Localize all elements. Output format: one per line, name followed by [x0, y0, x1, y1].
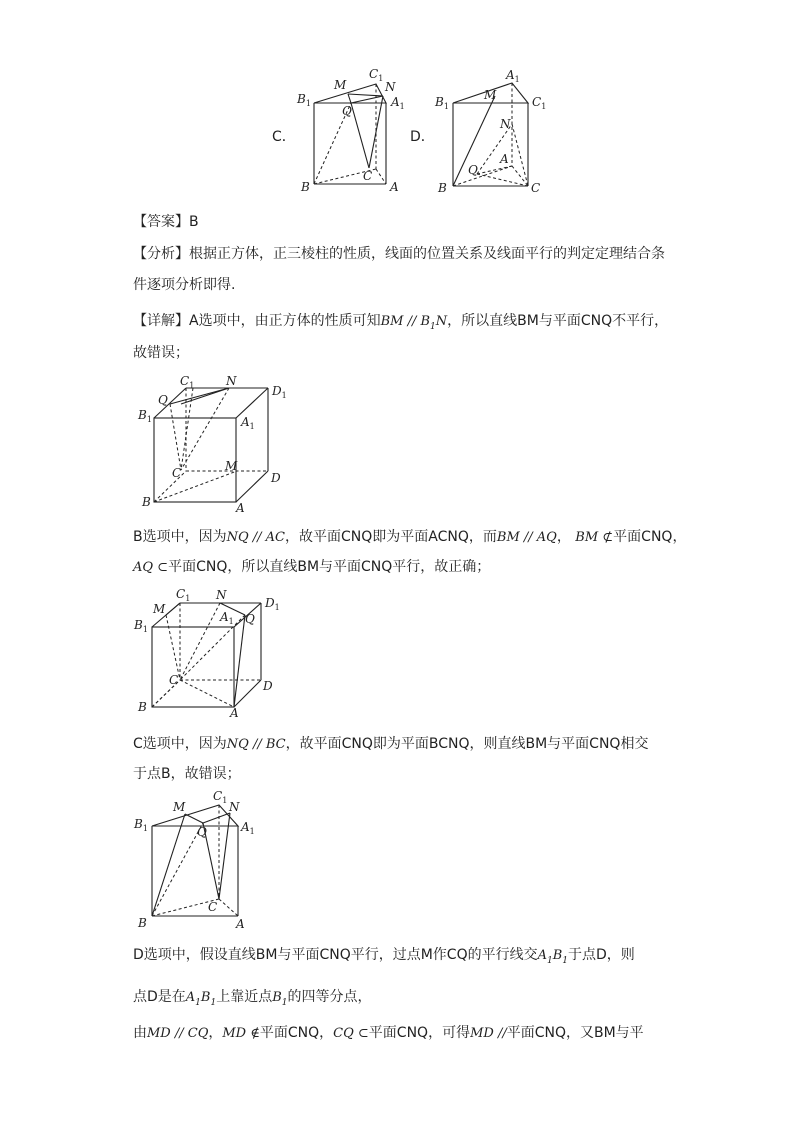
- figure-1-edges: [154, 388, 268, 502]
- label-b: B: [142, 495, 151, 509]
- label-d1: $D_1$: [265, 596, 280, 612]
- label-a1: $A_1$: [220, 610, 234, 626]
- detail-c-line-1: C选项中，因为NQ // BC，故平面CNQ即为平面BCNQ，则直线BM与平面CNQ相交: [133, 736, 649, 752]
- label-n: N: [216, 588, 227, 602]
- label-a: A: [236, 501, 245, 515]
- figure-c-edges: [314, 84, 386, 184]
- label-b: B: [138, 700, 147, 714]
- label-b1: $B_1$: [134, 817, 148, 833]
- answer-label: 【答案】: [133, 214, 189, 230]
- label-b1: $B_1$: [435, 95, 449, 111]
- label-a1: $A_1$: [506, 68, 520, 84]
- label-c1: $C_1$: [532, 95, 547, 111]
- label-q: Q: [468, 163, 478, 177]
- detail-label: 【详解】: [133, 313, 189, 329]
- detail-c-line-2: 于点B，故错误；: [133, 766, 241, 782]
- figure-option-c: [295, 66, 410, 196]
- label-a1: $A_1$: [391, 95, 405, 111]
- label-c1: $C_1$: [176, 587, 191, 603]
- figure-3-edges: [152, 805, 238, 916]
- label-d: D: [263, 679, 273, 693]
- label-q: Q: [197, 825, 207, 839]
- label-c1: $C_1$: [213, 789, 228, 805]
- analysis-label: 【分析】: [133, 246, 189, 262]
- label-c1: $C_1$: [180, 374, 195, 390]
- answer-line: [133, 212, 663, 232]
- label-m: M: [484, 88, 497, 102]
- label-m: M: [173, 800, 186, 814]
- label-b1: $B_1$: [297, 92, 311, 108]
- answer-value: B: [189, 214, 199, 230]
- label-c: C: [531, 181, 541, 195]
- label-m: M: [225, 459, 238, 473]
- analysis-line-2: 件逐项分析即得.: [133, 277, 236, 293]
- label-a: A: [230, 706, 239, 720]
- detail-a-line-1: 【详解】A选项中，由正方体的性质可知BM // $B_1N$，所以直线BM与平面CNQ不平行，: [133, 313, 669, 332]
- label-c: C: [172, 466, 182, 480]
- label-n: N: [229, 800, 240, 814]
- figure-detail-a: [136, 374, 296, 519]
- label-a: A: [236, 917, 245, 931]
- detail-d-line-1: D选项中，假设直线BM与平面CNQ平行，过点M作CQ的平行线交$A_1B_1$于点D，则: [133, 947, 635, 966]
- label-d: D: [271, 471, 281, 485]
- label-m: M: [334, 78, 347, 92]
- label-b1: $B_1$: [138, 408, 152, 424]
- label-c: C: [169, 673, 179, 687]
- label-a1: $A_1$: [241, 415, 255, 431]
- figure-detail-c: [133, 786, 263, 936]
- label-b: B: [138, 916, 147, 930]
- label-a1: $A_1$: [241, 820, 255, 836]
- label-q: Q: [158, 393, 168, 407]
- figure-detail-b: [133, 586, 293, 721]
- label-a: A: [390, 180, 399, 194]
- option-c-label: C．: [272, 129, 296, 145]
- label-b: B: [301, 180, 310, 194]
- label-m: M: [153, 602, 166, 616]
- label-q: Q: [245, 612, 255, 626]
- analysis-line-1: 【分析】根据正方体，正三棱柱的性质，线面的位置关系及线面平行的判定定理结合条: [133, 246, 665, 262]
- label-q: Q: [342, 104, 352, 118]
- label-n: N: [500, 117, 511, 131]
- label-n: N: [385, 80, 396, 94]
- option-d-label: D．: [410, 129, 435, 145]
- detail-d-line-2: 点D是在$A_1B_1$上靠近点$B_1$的四等分点，: [133, 989, 372, 1008]
- figure-option-d: [432, 66, 552, 196]
- label-n: N: [226, 374, 237, 388]
- label-b1: $B_1$: [134, 618, 148, 634]
- label-b: B: [438, 181, 447, 195]
- label-c: C: [208, 900, 218, 914]
- detail-d-line-3: 由MD // CQ，MD ∉平面CNQ，CQ ⊂平面CNQ，可得MD //平面CNQ，又BM与平: [133, 1025, 644, 1041]
- detail-a-line-2: 故错误；: [133, 345, 189, 361]
- label-a: A: [500, 152, 509, 166]
- detail-b-line-2: AQ ⊂平面CNQ，所以直线BM与平面CNQ平行，故正确；: [133, 559, 491, 575]
- detail-b-line-1: B选项中，因为NQ // AC，故平面CNQ即为平面ACNQ，而BM // AQ， BM ⊄平面CNQ，: [133, 529, 687, 545]
- label-d1: $D_1$: [272, 384, 287, 400]
- label-c: C: [363, 169, 373, 183]
- label-c1: $C_1$: [369, 67, 384, 83]
